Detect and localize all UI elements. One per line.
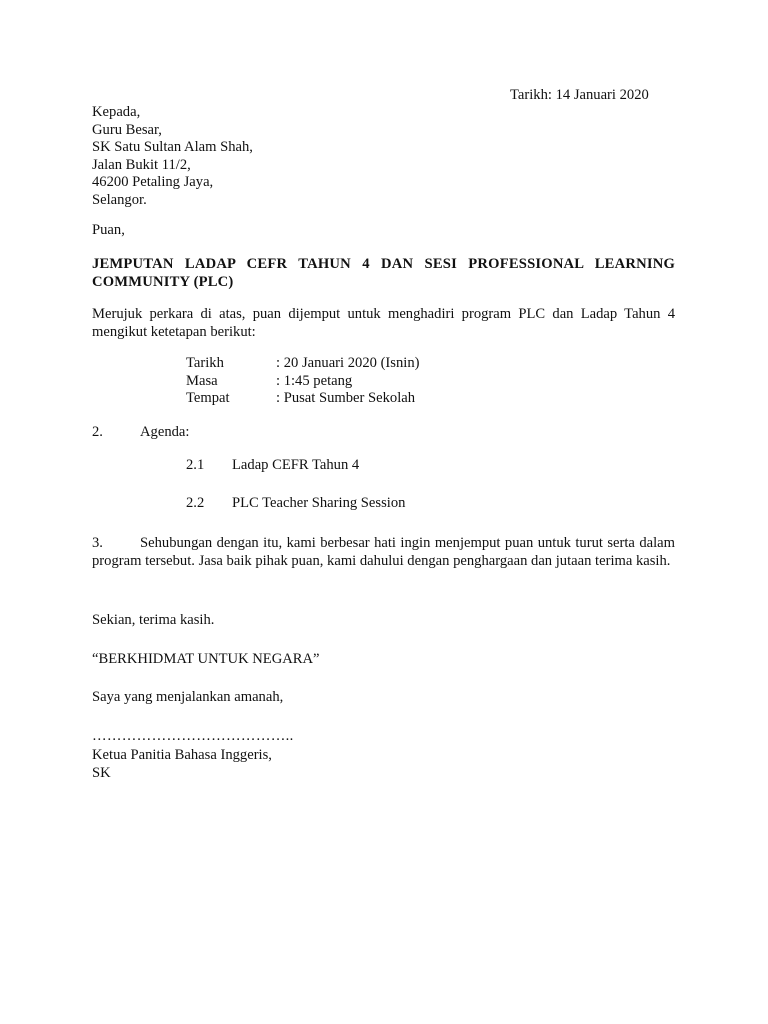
agenda-item (186, 495, 405, 513)
salutation: Puan, (92, 222, 125, 238)
address-line: Guru Besar, (92, 121, 162, 138)
detail-row-time (186, 373, 419, 391)
agenda-label: Agenda: (140, 424, 190, 440)
invitation-paragraph (92, 535, 675, 570)
detail-row-venue (186, 390, 419, 408)
address-line: Jalan Bukit 11/2, (92, 156, 191, 173)
signatory-organisation: SK (92, 765, 111, 781)
intro-paragraph: Merujuk perkara di atas, puan dijemput untuk menghadiri program PLC dan Ladap Tahun 4 mengikut ketetapan berikut: (92, 306, 675, 340)
detail-value: : 1:45 petang (276, 372, 353, 389)
detail-label: Masa (186, 372, 218, 389)
detail-label: Tempat (186, 390, 230, 406)
address-line: Selangor. (92, 191, 147, 208)
agenda-item (186, 457, 359, 475)
agenda-item-number: 2.1 (186, 457, 205, 473)
closing-line: Sekian, terima kasih. (92, 612, 215, 628)
letter-subject: JEMPUTAN LADAP CEFR TAHUN 4 DAN SESI PROFESSIONAL LEARNING COMMUNITY (PLC) (92, 256, 675, 290)
agenda-heading (92, 424, 189, 442)
recipient-address (92, 104, 253, 209)
detail-value: : Pusat Sumber Sekolah (276, 390, 416, 406)
agenda-item-text: Ladap CEFR Tahun 4 (232, 457, 360, 473)
detail-label: Tarikh (186, 355, 224, 371)
signoff-line: Saya yang menjalankan amanah, (92, 689, 284, 705)
event-details (186, 355, 419, 408)
paragraph-number: 3. (92, 535, 103, 551)
paragraph-number: 2. (92, 424, 103, 440)
signatory-title: Ketua Panitia Bahasa Inggeris, (92, 747, 272, 763)
motto: “BERKHIDMAT UNTUK NEGARA” (92, 651, 320, 667)
address-line: SK Satu Sultan Alam Shah, (92, 139, 253, 155)
address-line: Kepada, (92, 104, 141, 120)
address-line: 46200 Petaling Jaya, (92, 174, 214, 190)
detail-value: : 20 Januari 2020 (Isnin) (276, 355, 420, 371)
agenda-item-text: PLC Teacher Sharing Session (232, 495, 406, 511)
detail-row-date (186, 355, 419, 373)
paragraph-text: Sehubungan dengan itu, kami berbesar hati ingin menjemput puan untuk turut serta dalam program tersebut. Jasa baik pihak puan, kami dahului dengan penghargaan dan jutaan terima kasih. (92, 535, 675, 569)
agenda-item-number: 2.2 (186, 495, 205, 511)
signature-line: ………………………………….. (92, 728, 294, 744)
letter-date: Tarikh: 14 Januari 2020 (510, 87, 649, 103)
